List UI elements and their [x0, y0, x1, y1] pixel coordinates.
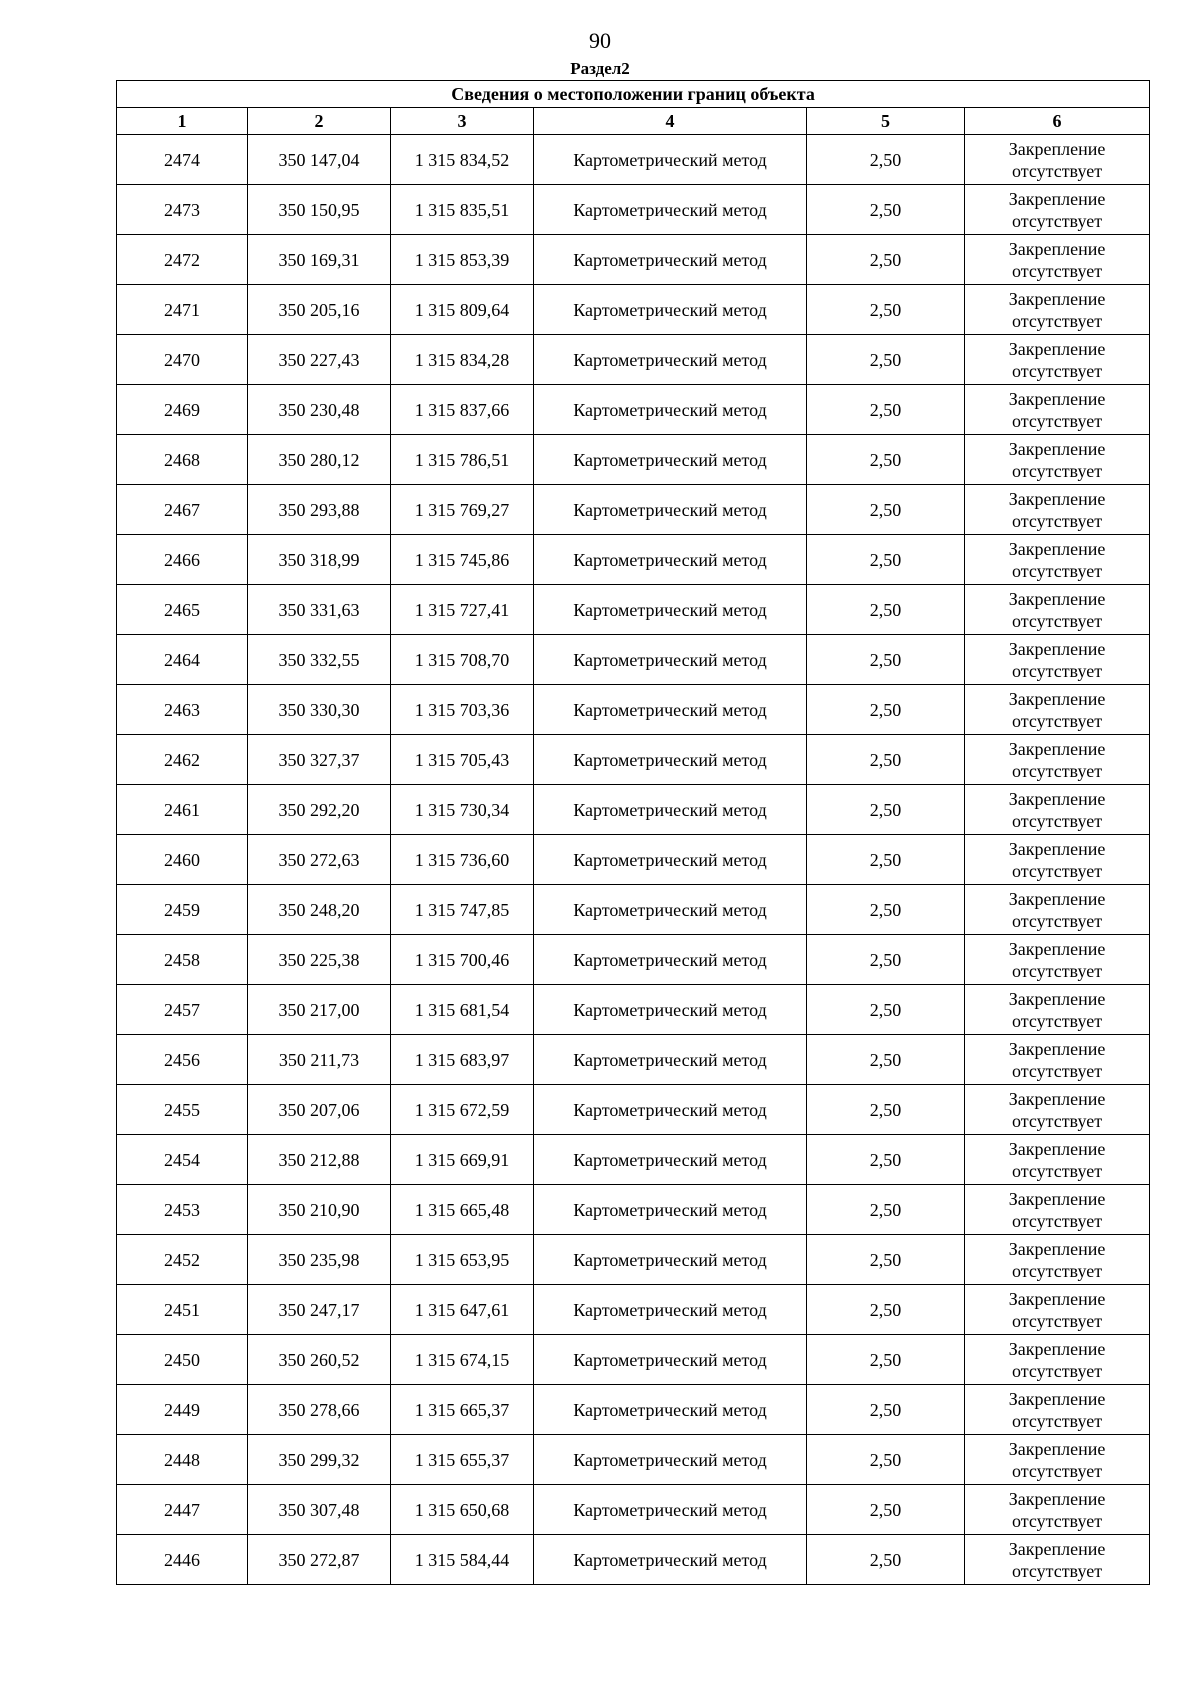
table-row [117, 1435, 1150, 1485]
method-cell: Картометрический метод [534, 285, 807, 335]
table-row [117, 835, 1150, 885]
y-coordinate-cell: 1 315 650,68 [391, 1485, 534, 1535]
column-number: 5 [807, 108, 965, 135]
method-cell: Картометрический метод [534, 1135, 807, 1185]
precision-cell: 2,50 [807, 135, 965, 185]
precision-cell: 2,50 [807, 735, 965, 785]
fixing-line: отсутствует [1012, 1360, 1103, 1381]
table-row [117, 485, 1150, 535]
x-coordinate-cell: 350 299,32 [248, 1435, 391, 1485]
method-cell: Картометрический метод [534, 185, 807, 235]
x-coordinate-cell: 350 307,48 [248, 1485, 391, 1535]
y-coordinate-cell: 1 315 745,86 [391, 535, 534, 585]
y-coordinate-cell: 1 315 730,34 [391, 785, 534, 835]
column-number-row [117, 108, 1150, 135]
point-number-cell: 2463 [117, 685, 248, 735]
fixing-description-cell [965, 885, 1150, 935]
point-number-cell: 2455 [117, 1085, 248, 1135]
point-number-cell: 2461 [117, 785, 248, 835]
table-row [117, 1035, 1150, 1085]
method-cell: Картометрический метод [534, 1535, 807, 1585]
point-number-cell: 2467 [117, 485, 248, 535]
x-coordinate-cell: 350 212,88 [248, 1135, 391, 1185]
point-number-cell: 2450 [117, 1335, 248, 1385]
y-coordinate-cell: 1 315 853,39 [391, 235, 534, 285]
method-cell: Картометрический метод [534, 785, 807, 835]
x-coordinate-cell: 350 230,48 [248, 385, 391, 435]
table-row [117, 585, 1150, 635]
point-number-cell: 2462 [117, 735, 248, 785]
precision-cell: 2,50 [807, 985, 965, 1035]
method-cell: Картометрический метод [534, 935, 807, 985]
method-cell: Картометрический метод [534, 635, 807, 685]
fixing-line: Закрепление [1008, 1138, 1106, 1159]
precision-cell: 2,50 [807, 1235, 965, 1285]
fixing-description-cell [965, 1335, 1150, 1385]
method-cell: Картометрический метод [534, 1185, 807, 1235]
y-coordinate-cell: 1 315 700,46 [391, 935, 534, 985]
fixing-line: отсутствует [1012, 1310, 1103, 1331]
fixing-line: отсутствует [1012, 1160, 1103, 1181]
x-coordinate-cell: 350 332,55 [248, 635, 391, 685]
method-cell: Картометрический метод [534, 885, 807, 935]
table-row [117, 685, 1150, 735]
x-coordinate-cell: 350 235,98 [248, 1235, 391, 1285]
x-coordinate-cell: 350 260,52 [248, 1335, 391, 1385]
y-coordinate-cell: 1 315 681,54 [391, 985, 534, 1035]
precision-cell: 2,50 [807, 1085, 965, 1135]
point-number-cell: 2454 [117, 1135, 248, 1185]
fixing-line: отсутствует [1012, 1210, 1103, 1231]
method-cell: Картометрический метод [534, 235, 807, 285]
fixing-description-cell [965, 1535, 1150, 1585]
fixing-line: Закрепление [1008, 138, 1106, 159]
x-coordinate-cell: 350 150,95 [248, 185, 391, 235]
x-coordinate-cell: 350 272,63 [248, 835, 391, 885]
fixing-line: Закрепление [1008, 1438, 1106, 1459]
point-number-cell: 2469 [117, 385, 248, 435]
fixing-line: Закрепление [1008, 788, 1106, 809]
y-coordinate-cell: 1 315 683,97 [391, 1035, 534, 1085]
y-coordinate-cell: 1 315 786,51 [391, 435, 534, 485]
x-coordinate-cell: 350 293,88 [248, 485, 391, 535]
fixing-description-cell [965, 1135, 1150, 1185]
point-number-cell: 2472 [117, 235, 248, 285]
fixing-line: отсутствует [1012, 660, 1103, 681]
fixing-description-cell [965, 785, 1150, 835]
table-body [117, 135, 1150, 1585]
table-row [117, 735, 1150, 785]
fixing-line: отсутствует [1012, 510, 1103, 531]
fixing-description-cell [965, 935, 1150, 985]
x-coordinate-cell: 350 147,04 [248, 135, 391, 185]
table-row [117, 135, 1150, 185]
x-coordinate-cell: 350 225,38 [248, 935, 391, 985]
table-row [117, 235, 1150, 285]
table-row [117, 1235, 1150, 1285]
fixing-line: Закрепление [1008, 638, 1106, 659]
fixing-line: Закрепление [1008, 1188, 1106, 1209]
precision-cell: 2,50 [807, 1485, 965, 1535]
table-row [117, 285, 1150, 335]
point-number-cell: 2473 [117, 185, 248, 235]
x-coordinate-cell: 350 211,73 [248, 1035, 391, 1085]
fixing-line: Закрепление [1008, 688, 1106, 709]
method-cell: Картометрический метод [534, 1385, 807, 1435]
point-number-cell: 2457 [117, 985, 248, 1035]
point-number-cell: 2468 [117, 435, 248, 485]
table-caption: Сведения о местоположении границ объекта [117, 81, 1150, 108]
method-cell: Картометрический метод [534, 135, 807, 185]
y-coordinate-cell: 1 315 674,15 [391, 1335, 534, 1385]
fixing-line: Закрепление [1008, 1338, 1106, 1359]
point-number-cell: 2456 [117, 1035, 248, 1085]
table-row [117, 1085, 1150, 1135]
fixing-description-cell [965, 335, 1150, 385]
x-coordinate-cell: 350 292,20 [248, 785, 391, 835]
fixing-description-cell [965, 1485, 1150, 1535]
table-row [117, 435, 1150, 485]
column-number: 3 [391, 108, 534, 135]
point-number-cell: 2448 [117, 1435, 248, 1485]
x-coordinate-cell: 350 217,00 [248, 985, 391, 1035]
table-row [117, 1135, 1150, 1185]
column-number: 6 [965, 108, 1150, 135]
page-number: 90 [589, 28, 611, 53]
precision-cell: 2,50 [807, 1335, 965, 1385]
fixing-description-cell [965, 585, 1150, 635]
x-coordinate-cell: 350 247,17 [248, 1285, 391, 1335]
method-cell: Картометрический метод [534, 685, 807, 735]
fixing-line: отсутствует [1012, 360, 1103, 381]
fixing-line: Закрепление [1008, 238, 1106, 259]
fixing-description-cell [965, 1435, 1150, 1485]
x-coordinate-cell: 350 205,16 [248, 285, 391, 335]
x-coordinate-cell: 350 210,90 [248, 1185, 391, 1235]
method-cell: Картометрический метод [534, 485, 807, 535]
fixing-line: отсутствует [1012, 1510, 1103, 1531]
fixing-line: Закрепление [1008, 188, 1106, 209]
table-row [117, 885, 1150, 935]
method-cell: Картометрический метод [534, 335, 807, 385]
fixing-description-cell [965, 435, 1150, 485]
fixing-line: Закрепление [1008, 1538, 1106, 1559]
fixing-line: Закрепление [1008, 1238, 1106, 1259]
y-coordinate-cell: 1 315 835,51 [391, 185, 534, 235]
precision-cell: 2,50 [807, 885, 965, 935]
fixing-line: отсутствует [1012, 710, 1103, 731]
fixing-description-cell [965, 135, 1150, 185]
fixing-line: отсутствует [1012, 610, 1103, 631]
precision-cell: 2,50 [807, 385, 965, 435]
y-coordinate-cell: 1 315 769,27 [391, 485, 534, 535]
y-coordinate-cell: 1 315 669,91 [391, 1135, 534, 1185]
table-row [117, 385, 1150, 435]
fixing-line: Закрепление [1008, 1288, 1106, 1309]
fixing-line: отсутствует [1012, 1460, 1103, 1481]
fixing-line: Закрепление [1008, 388, 1106, 409]
column-number: 1 [117, 108, 248, 135]
point-number-cell: 2447 [117, 1485, 248, 1535]
y-coordinate-cell: 1 315 834,28 [391, 335, 534, 385]
y-coordinate-cell: 1 315 809,64 [391, 285, 534, 335]
method-cell: Картометрический метод [534, 535, 807, 585]
y-coordinate-cell: 1 315 647,61 [391, 1285, 534, 1335]
fixing-line: отсутствует [1012, 260, 1103, 281]
boundary-coordinates-table [116, 80, 1150, 1585]
y-coordinate-cell: 1 315 703,36 [391, 685, 534, 735]
table-row [117, 1285, 1150, 1335]
y-coordinate-cell: 1 315 736,60 [391, 835, 534, 885]
point-number-cell: 2465 [117, 585, 248, 635]
fixing-line: Закрепление [1008, 888, 1106, 909]
point-number-cell: 2452 [117, 1235, 248, 1285]
method-cell: Картометрический метод [534, 835, 807, 885]
point-number-cell: 2474 [117, 135, 248, 185]
fixing-line: Закрепление [1008, 988, 1106, 1009]
fixing-line: Закрепление [1008, 438, 1106, 459]
precision-cell: 2,50 [807, 635, 965, 685]
fixing-line: Закрепление [1008, 1488, 1106, 1509]
point-number-cell: 2449 [117, 1385, 248, 1435]
table-row [117, 1335, 1150, 1385]
y-coordinate-cell: 1 315 584,44 [391, 1535, 534, 1585]
point-number-cell: 2453 [117, 1185, 248, 1235]
fixing-line: отсутствует [1012, 910, 1103, 931]
x-coordinate-cell: 350 330,30 [248, 685, 391, 735]
precision-cell: 2,50 [807, 785, 965, 835]
method-cell: Картометрический метод [534, 1235, 807, 1285]
precision-cell: 2,50 [807, 285, 965, 335]
fixing-line: Закрепление [1008, 838, 1106, 859]
y-coordinate-cell: 1 315 665,37 [391, 1385, 534, 1435]
fixing-line: отсутствует [1012, 460, 1103, 481]
x-coordinate-cell: 350 227,43 [248, 335, 391, 385]
fixing-line: Закрепление [1008, 938, 1106, 959]
point-number-cell: 2460 [117, 835, 248, 885]
fixing-line: Закрепление [1008, 1038, 1106, 1059]
table-row [117, 985, 1150, 1035]
fixing-description-cell [965, 485, 1150, 535]
method-cell: Картометрический метод [534, 735, 807, 785]
method-cell: Картометрический метод [534, 585, 807, 635]
precision-cell: 2,50 [807, 1135, 965, 1185]
fixing-line: отсутствует [1012, 960, 1103, 981]
fixing-description-cell [965, 235, 1150, 285]
table-row [117, 1385, 1150, 1435]
y-coordinate-cell: 1 315 834,52 [391, 135, 534, 185]
x-coordinate-cell: 350 278,66 [248, 1385, 391, 1435]
precision-cell: 2,50 [807, 235, 965, 285]
y-coordinate-cell: 1 315 705,43 [391, 735, 534, 785]
fixing-description-cell [965, 835, 1150, 885]
fixing-line: отсутствует [1012, 1260, 1103, 1281]
fixing-description-cell [965, 985, 1150, 1035]
precision-cell: 2,50 [807, 1185, 965, 1235]
fixing-line: Закрепление [1008, 288, 1106, 309]
fixing-description-cell [965, 1035, 1150, 1085]
fixing-line: Закрепление [1008, 1388, 1106, 1409]
fixing-description-cell [965, 1285, 1150, 1335]
column-number: 2 [248, 108, 391, 135]
fixing-line: отсутствует [1012, 210, 1103, 231]
precision-cell: 2,50 [807, 435, 965, 485]
method-cell: Картометрический метод [534, 1035, 807, 1085]
y-coordinate-cell: 1 315 747,85 [391, 885, 534, 935]
table-row [117, 1485, 1150, 1535]
fixing-line: отсутствует [1012, 1560, 1103, 1581]
fixing-description-cell [965, 735, 1150, 785]
fixing-description-cell [965, 285, 1150, 335]
point-number-cell: 2471 [117, 285, 248, 335]
fixing-description-cell [965, 185, 1150, 235]
y-coordinate-cell: 1 315 727,41 [391, 585, 534, 635]
method-cell: Картометрический метод [534, 1335, 807, 1385]
point-number-cell: 2451 [117, 1285, 248, 1335]
x-coordinate-cell: 350 318,99 [248, 535, 391, 585]
table-row [117, 935, 1150, 985]
x-coordinate-cell: 350 272,87 [248, 1535, 391, 1585]
y-coordinate-cell: 1 315 655,37 [391, 1435, 534, 1485]
point-number-cell: 2446 [117, 1535, 248, 1585]
fixing-description-cell [965, 635, 1150, 685]
fixing-line: отсутствует [1012, 1010, 1103, 1031]
precision-cell: 2,50 [807, 485, 965, 535]
precision-cell: 2,50 [807, 1285, 965, 1335]
precision-cell: 2,50 [807, 185, 965, 235]
fixing-line: отсутствует [1012, 760, 1103, 781]
precision-cell: 2,50 [807, 1385, 965, 1435]
table-row [117, 1185, 1150, 1235]
fixing-line: отсутствует [1012, 410, 1103, 431]
y-coordinate-cell: 1 315 708,70 [391, 635, 534, 685]
table-caption-row [117, 81, 1150, 108]
table-row [117, 635, 1150, 685]
precision-cell: 2,50 [807, 535, 965, 585]
fixing-line: отсутствует [1012, 860, 1103, 881]
x-coordinate-cell: 350 207,06 [248, 1085, 391, 1135]
y-coordinate-cell: 1 315 837,66 [391, 385, 534, 435]
fixing-line: отсутствует [1012, 1410, 1103, 1431]
fixing-description-cell [965, 1185, 1150, 1235]
fixing-line: Закрепление [1008, 338, 1106, 359]
precision-cell: 2,50 [807, 585, 965, 635]
fixing-line: Закрепление [1008, 1088, 1106, 1109]
method-cell: Картометрический метод [534, 1435, 807, 1485]
precision-cell: 2,50 [807, 335, 965, 385]
method-cell: Картометрический метод [534, 385, 807, 435]
section-title: Раздел2 [570, 59, 630, 78]
table-row [117, 535, 1150, 585]
method-cell: Картометрический метод [534, 435, 807, 485]
method-cell: Картометрический метод [534, 1485, 807, 1535]
precision-cell: 2,50 [807, 1435, 965, 1485]
precision-cell: 2,50 [807, 685, 965, 735]
method-cell: Картометрический метод [534, 1085, 807, 1135]
fixing-line: отсутствует [1012, 310, 1103, 331]
fixing-description-cell [965, 1385, 1150, 1435]
point-number-cell: 2470 [117, 335, 248, 385]
point-number-cell: 2459 [117, 885, 248, 935]
fixing-line: отсутствует [1012, 160, 1103, 181]
fixing-description-cell [965, 535, 1150, 585]
x-coordinate-cell: 350 280,12 [248, 435, 391, 485]
precision-cell: 2,50 [807, 835, 965, 885]
fixing-description-cell [965, 1235, 1150, 1285]
method-cell: Картометрический метод [534, 985, 807, 1035]
table-row [117, 185, 1150, 235]
precision-cell: 2,50 [807, 935, 965, 985]
table-row [117, 1535, 1150, 1585]
fixing-line: отсутствует [1012, 560, 1103, 581]
point-number-cell: 2466 [117, 535, 248, 585]
fixing-line: Закрепление [1008, 738, 1106, 759]
x-coordinate-cell: 350 327,37 [248, 735, 391, 785]
fixing-line: Закрепление [1008, 538, 1106, 559]
precision-cell: 2,50 [807, 1535, 965, 1585]
x-coordinate-cell: 350 248,20 [248, 885, 391, 935]
fixing-description-cell [965, 385, 1150, 435]
method-cell: Картометрический метод [534, 1285, 807, 1335]
x-coordinate-cell: 350 169,31 [248, 235, 391, 285]
fixing-line: отсутствует [1012, 1110, 1103, 1131]
y-coordinate-cell: 1 315 665,48 [391, 1185, 534, 1235]
y-coordinate-cell: 1 315 672,59 [391, 1085, 534, 1135]
fixing-line: Закрепление [1008, 588, 1106, 609]
precision-cell: 2,50 [807, 1035, 965, 1085]
fixing-line: Закрепление [1008, 488, 1106, 509]
fixing-line: отсутствует [1012, 1060, 1103, 1081]
fixing-description-cell [965, 685, 1150, 735]
table-row [117, 785, 1150, 835]
y-coordinate-cell: 1 315 653,95 [391, 1235, 534, 1285]
column-number: 4 [534, 108, 807, 135]
x-coordinate-cell: 350 331,63 [248, 585, 391, 635]
fixing-description-cell [965, 1085, 1150, 1135]
table-row [117, 335, 1150, 385]
point-number-cell: 2464 [117, 635, 248, 685]
point-number-cell: 2458 [117, 935, 248, 985]
fixing-line: отсутствует [1012, 810, 1103, 831]
